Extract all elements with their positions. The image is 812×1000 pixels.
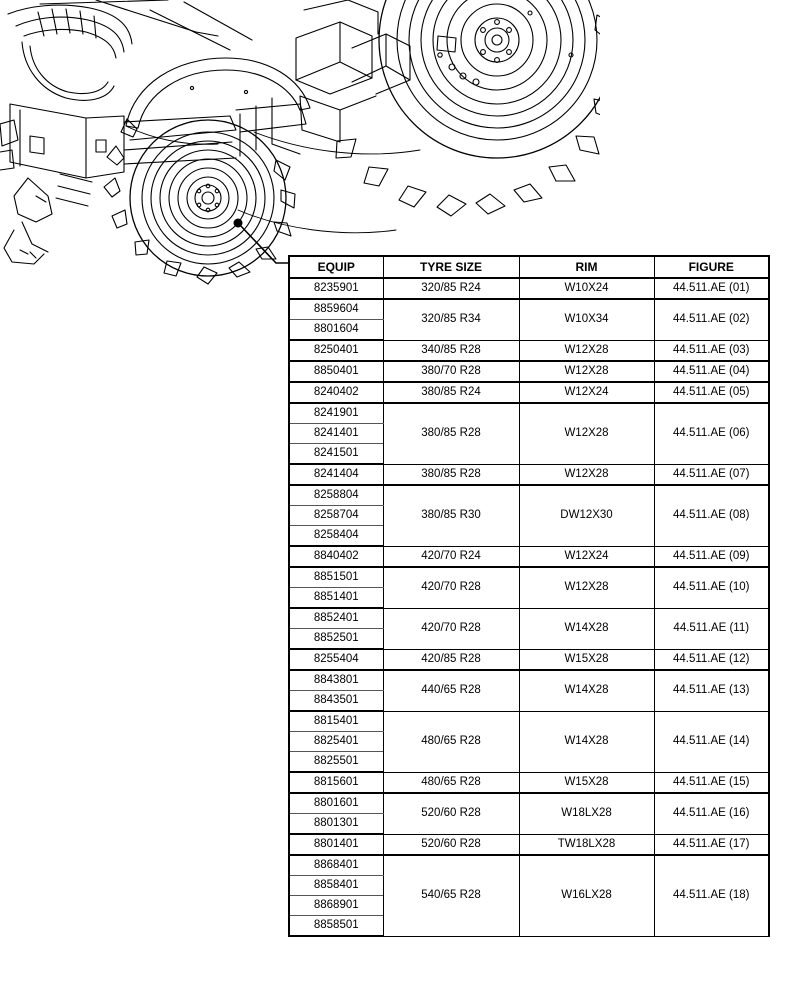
cell-tyre-size: 340/85 R28 — [383, 340, 519, 361]
table-row — [289, 772, 769, 793]
cell-figure: 44.511.AE (11) — [654, 608, 769, 649]
table-row — [289, 711, 769, 732]
cell-tyre-size: 380/85 R24 — [383, 382, 519, 403]
cell-figure: 44.511.AE (07) — [654, 464, 769, 485]
cell-rim: W12X24 — [519, 382, 654, 403]
cell-equip: 8801301 — [289, 814, 383, 835]
cell-equip: 8858501 — [289, 916, 383, 937]
cell-figure: 44.511.AE (06) — [654, 403, 769, 464]
cell-tyre-size: 440/65 R28 — [383, 670, 519, 711]
cell-tyre-size: 540/65 R28 — [383, 855, 519, 936]
cell-tyre-size: 480/65 R28 — [383, 772, 519, 793]
tyre-rim-parts-table — [288, 255, 770, 937]
cell-figure: 44.511.AE (12) — [654, 649, 769, 670]
cell-figure: 44.511.AE (03) — [654, 340, 769, 361]
cell-rim: W12X28 — [519, 403, 654, 464]
table-row — [289, 546, 769, 567]
cell-equip: 8235901 — [289, 278, 383, 299]
header-row — [289, 256, 769, 278]
cell-tyre-size: 380/85 R28 — [383, 464, 519, 485]
cell-figure: 44.511.AE (08) — [654, 485, 769, 546]
cell-rim: W12X28 — [519, 340, 654, 361]
cell-figure: 44.511.AE (18) — [654, 855, 769, 936]
cell-tyre-size: 420/70 R28 — [383, 608, 519, 649]
cell-rim: W12X28 — [519, 464, 654, 485]
rear-wheel-large — [336, 0, 600, 216]
cell-rim: TW18LX28 — [519, 834, 654, 855]
cell-equip: 8843801 — [289, 670, 383, 691]
table-header — [289, 256, 769, 278]
cell-equip: 8258404 — [289, 526, 383, 547]
table-row — [289, 485, 769, 506]
cell-equip: 8852501 — [289, 629, 383, 650]
cell-rim: W14X28 — [519, 670, 654, 711]
cell-equip: 8840402 — [289, 546, 383, 567]
cell-equip: 8241501 — [289, 444, 383, 465]
cell-equip: 8868401 — [289, 855, 383, 876]
cell-rim: W14X28 — [519, 608, 654, 649]
cell-equip: 8801401 — [289, 834, 383, 855]
cell-figure: 44.511.AE (01) — [654, 278, 769, 299]
cell-equip: 8843501 — [289, 691, 383, 712]
table-row — [289, 299, 769, 320]
cell-equip: 8825401 — [289, 732, 383, 752]
cell-figure: 44.511.AE (16) — [654, 793, 769, 834]
cell-equip: 8241404 — [289, 464, 383, 485]
cell-rim: W12X28 — [519, 567, 654, 608]
cell-rim: W14X28 — [519, 711, 654, 772]
table-row — [289, 403, 769, 424]
cell-figure: 44.511.AE (17) — [654, 834, 769, 855]
cell-equip: 8851501 — [289, 567, 383, 588]
fender — [126, 58, 310, 128]
tractor-body — [0, 0, 306, 264]
cell-rim: W15X28 — [519, 772, 654, 793]
cell-equip: 8859604 — [289, 299, 383, 320]
cell-rim: W12X24 — [519, 546, 654, 567]
table-row — [289, 567, 769, 588]
cell-figure: 44.511.AE (04) — [654, 361, 769, 382]
cell-figure: 44.511.AE (05) — [654, 382, 769, 403]
cell-tyre-size: 520/60 R28 — [383, 793, 519, 834]
column-header-tyre-size: TYRE SIZE — [383, 256, 519, 278]
cell-equip: 8825501 — [289, 752, 383, 773]
table-row — [289, 834, 769, 855]
cell-equip: 8815401 — [289, 711, 383, 732]
column-header-equip: EQUIP — [289, 256, 383, 278]
table-row — [289, 855, 769, 876]
cell-rim: W10X34 — [519, 299, 654, 340]
cell-figure: 44.511.AE (13) — [654, 670, 769, 711]
cell-tyre-size: 420/85 R28 — [383, 649, 519, 670]
cell-equip: 8815601 — [289, 772, 383, 793]
cell-tyre-size: 380/70 R28 — [383, 361, 519, 382]
cell-equip: 8868901 — [289, 896, 383, 916]
cell-figure: 44.511.AE (15) — [654, 772, 769, 793]
cell-tyre-size: 380/85 R30 — [383, 485, 519, 546]
cell-equip: 8801601 — [289, 793, 383, 814]
table-body — [289, 278, 769, 936]
cell-equip: 8241901 — [289, 403, 383, 424]
cell-tyre-size: 380/85 R28 — [383, 403, 519, 464]
table-row — [289, 464, 769, 485]
cell-equip: 8858401 — [289, 876, 383, 896]
cell-rim: W18LX28 — [519, 793, 654, 834]
cell-equip: 8258704 — [289, 506, 383, 526]
cell-figure: 44.511.AE (14) — [654, 711, 769, 772]
cell-tyre-size: 320/85 R34 — [383, 299, 519, 340]
cell-rim: W15X28 — [519, 649, 654, 670]
table-row — [289, 278, 769, 299]
cell-tyre-size: 320/85 R24 — [383, 278, 519, 299]
cell-figure: 44.511.AE (02) — [654, 299, 769, 340]
table-row — [289, 793, 769, 814]
cell-rim: DW12X30 — [519, 485, 654, 546]
cell-equip: 8241401 — [289, 424, 383, 444]
cell-rim: W10X24 — [519, 278, 654, 299]
table-row — [289, 382, 769, 403]
table-row — [289, 340, 769, 361]
cell-rim: W16LX28 — [519, 855, 654, 936]
parts-table-container — [288, 255, 768, 937]
table-row — [289, 361, 769, 382]
cell-equip: 8852401 — [289, 608, 383, 629]
cell-tyre-size: 420/70 R24 — [383, 546, 519, 567]
cell-equip: 8250401 — [289, 340, 383, 361]
cell-figure: 44.511.AE (09) — [654, 546, 769, 567]
contour-lines — [126, 126, 420, 233]
cell-equip: 8240402 — [289, 382, 383, 403]
table-row — [289, 649, 769, 670]
column-header-rim: RIM — [519, 256, 654, 278]
column-header-figure: FIGURE — [654, 256, 769, 278]
cell-equip: 8850401 — [289, 361, 383, 382]
cell-rim: W12X28 — [519, 361, 654, 382]
cell-equip: 8255404 — [289, 649, 383, 670]
cell-equip: 8801604 — [289, 320, 383, 341]
cell-equip: 8851401 — [289, 588, 383, 609]
cell-tyre-size: 520/60 R28 — [383, 834, 519, 855]
cell-tyre-size: 480/65 R28 — [383, 711, 519, 772]
table-row — [289, 670, 769, 691]
cell-figure: 44.511.AE (10) — [654, 567, 769, 608]
cell-equip: 8258804 — [289, 485, 383, 506]
cell-tyre-size: 420/70 R28 — [383, 567, 519, 608]
table-row — [289, 608, 769, 629]
